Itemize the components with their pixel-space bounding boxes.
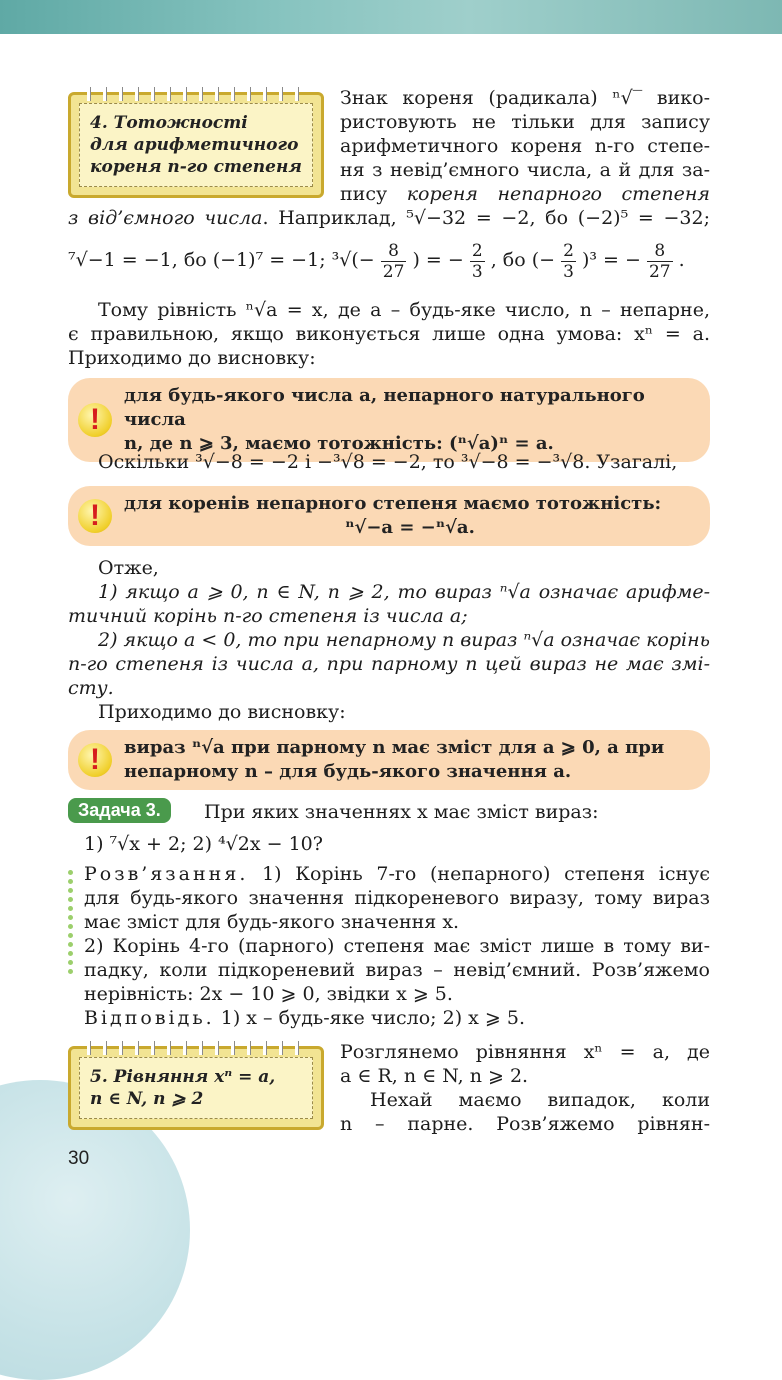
topic-box-4-title	[79, 103, 313, 187]
numerator: 8	[381, 241, 407, 262]
para2: Оскільки ³√−8 = −2 і −³√8 = −2, то ³√−8 = −³√8. Узагалі,	[98, 451, 678, 473]
fraction	[381, 241, 407, 282]
rule-line: для будь-якого числа a, непарного натурального числа	[124, 385, 645, 430]
rule-box-2	[68, 486, 710, 546]
emphasis-text: з від’ємного числа	[68, 207, 263, 229]
para3-line-7: Приходимо до висновку:	[98, 701, 346, 723]
para1-line-3: Приходимо до висновку:	[68, 347, 316, 369]
topic-line: кореня n-го степеня	[90, 157, 302, 177]
math-text: ) = −	[412, 249, 464, 271]
para3-line-5: n-го степеня із числа a, при парному n цей вираз не має змі-	[68, 653, 710, 675]
denominator: 3	[471, 261, 483, 282]
emphasis-text: кореня непарного степеня	[406, 183, 711, 205]
para4-line-2: a ∈ R, n ∈ N, n ⩾ 2.	[340, 1065, 529, 1087]
answer-line	[84, 1006, 710, 1030]
task-options: 1) ⁷√x + 2; 2) ⁴√2x − 10?	[84, 833, 323, 855]
fraction	[561, 241, 576, 282]
task-question: При яких значеннях x має зміст вираз:	[204, 801, 599, 823]
denominator: 3	[563, 261, 574, 282]
task-badge: Задача 3.	[68, 798, 171, 823]
rule-line: вираз ⁿ√a при парному n має зміст для a ⩾ 0, а при	[124, 737, 665, 758]
topic-line: n ∈ N, n ⩾ 2	[90, 1089, 204, 1109]
para3-line-1: Отже,	[98, 557, 159, 579]
solution-line-5: падку, коли підкореневий вираз – невід’ємний. Розв’яжемо	[84, 959, 710, 981]
math-text: )³ = −	[581, 249, 641, 271]
text: пису	[340, 183, 407, 205]
para3-line-6: сту.	[68, 677, 114, 699]
rule-formula: ⁿ√−a = −ⁿ√a.	[345, 517, 475, 538]
para4-line-4: n – парне. Розв’яжемо рівнян-	[340, 1113, 710, 1135]
solution-label: Розв’язання.	[84, 863, 249, 885]
rule-line: непарному n – для будь-якого значення a.	[124, 761, 572, 782]
exclamation-icon: !	[78, 743, 112, 777]
answer-label: Відповідь.	[84, 1007, 215, 1029]
solution-line-1	[84, 862, 710, 886]
top-decorative-band	[0, 0, 782, 34]
numerator: 8	[647, 241, 673, 262]
denominator: 27	[648, 261, 671, 282]
solution-line-3: має зміст для будь-якого значення x.	[84, 911, 460, 933]
topic-box-5-title	[79, 1057, 313, 1119]
para3-line-4: 2) якщо a < 0, то при непарному n вираз ⁿ√a означає корінь	[98, 629, 710, 651]
numerator: 2	[471, 240, 483, 261]
intro-line-1: Знак кореня (радикала) ⁿ√‾ вико-	[340, 87, 710, 109]
intro-line-2: ристовують не тільки для запису	[340, 111, 710, 133]
solution-dots	[68, 870, 76, 978]
intro-line-6	[68, 206, 710, 230]
para3-line-3: тичний корінь n-го степеня із числа a;	[68, 605, 468, 627]
topic-line: для арифметичного	[90, 135, 299, 155]
math-text: , бо (−	[490, 249, 556, 271]
rule-line: для коренів непарного степеня маємо тотожність:	[124, 493, 662, 514]
exclamation-icon: !	[78, 499, 112, 533]
intro-line-7	[68, 240, 710, 282]
solution-line-4: 2) Корінь 4-го (парного) степеня має зміст лише в тому ви-	[84, 935, 710, 957]
intro-line-4: ня з невід’ємного числа, а й для за-	[340, 159, 710, 181]
fraction	[647, 241, 673, 282]
exclamation-icon: !	[78, 403, 112, 437]
rule-box-3	[68, 730, 710, 790]
intro-line-3: арифметичного кореня n-го степе-	[340, 135, 710, 157]
spiral-binding	[81, 1041, 311, 1055]
math-text: ⁷√−1 = −1, бо (−1)⁷ = −1; ³√(−	[68, 249, 375, 271]
para3-line-2: 1) якщо a ⩾ 0, n ∈ N, n ⩾ 2, то вираз ⁿ√a означає арифме-	[98, 581, 710, 603]
text: 1) x – будь-яке число; 2) x ⩾ 5.	[214, 1007, 526, 1029]
rule-line: n, де n ⩾ 3, маємо тотожність: (ⁿ√a)ⁿ = a.	[124, 433, 554, 454]
math-text: .	[678, 249, 685, 271]
solution-line-2: для будь-якого значення підкореневого виразу, тому вираз	[84, 887, 710, 909]
topic-line: 5. Рівняння xⁿ = a,	[90, 1067, 276, 1087]
spiral-binding	[81, 87, 311, 101]
text: . Наприклад, ⁵√−32 = −2, бо (−2)⁵ = −32;	[262, 207, 710, 229]
solution-line-6: нерівність: 2x − 10 ⩾ 0, звідки x ⩾ 5.	[84, 983, 453, 1005]
topic-line: 4. Тотожності	[90, 113, 248, 133]
para1-line-2: є правильною, якщо виконується лише одна умова: xⁿ = a.	[68, 323, 710, 345]
intro-line-5	[340, 182, 710, 206]
para1-line-1: Тому рівність ⁿ√a = x, де a – будь-яке число, n – непарне,	[98, 299, 710, 321]
topic-box-5	[68, 1046, 324, 1130]
text: 1) Корінь 7-го (непарного) степеня існує	[248, 863, 710, 885]
denominator: 27	[382, 261, 405, 282]
topic-box-4	[68, 92, 324, 198]
para4-line-1: Розглянемо рівняння xⁿ = a, де	[340, 1041, 710, 1063]
page-number: 30	[68, 1148, 90, 1169]
fraction	[470, 241, 485, 282]
para4-line-3: Нехай маємо випадок, коли	[370, 1089, 710, 1111]
numerator: 2	[563, 240, 574, 261]
